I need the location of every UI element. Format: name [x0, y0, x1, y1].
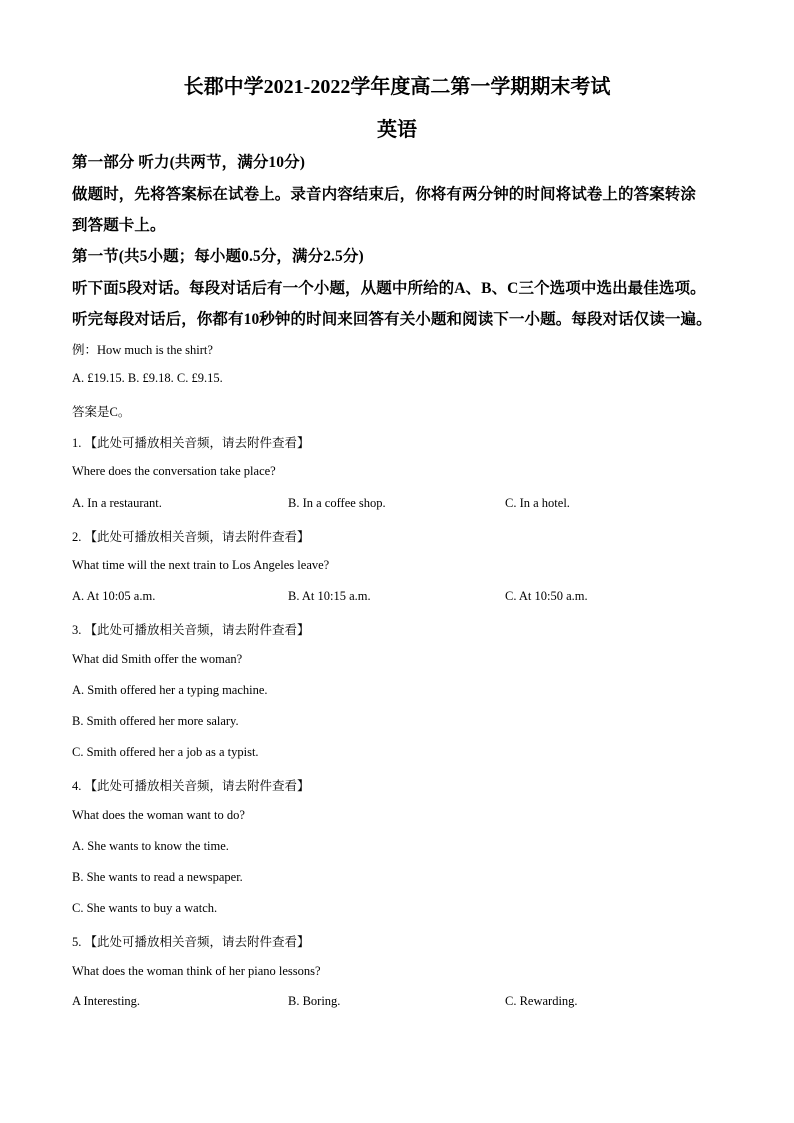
question-5-option-b: B. Boring. [288, 994, 341, 1008]
question-2-option-c: C. At 10:50 a.m. [505, 589, 588, 603]
section1-instruction-line1: 听下面5段对话。每段对话后有一个小题，从题中所给的A、B、C三个选项中选出最佳选项。 [72, 280, 706, 297]
question-4-text: What does the woman want to do? [72, 808, 245, 822]
part1-instruction-line2: 到答题卡上。 [72, 217, 166, 234]
question-3-option-a: A. Smith offered her a typing machine. [72, 683, 268, 697]
question-5-text: What does the woman think of her piano lessons? [72, 964, 321, 978]
part1-instruction-line1: 做题时，先将答案标在试卷上。录音内容结束后，你将有两分钟的时间将试卷上的答案转涂 [72, 186, 697, 203]
question-4-option-c: C. She wants to buy a watch. [72, 901, 218, 915]
question-4-option-b: B. She wants to read a newspaper. [72, 870, 243, 884]
subject-title: 英语 [377, 119, 417, 141]
question-1-audio-label: 1. 【此处可播放相关音频，请去附件查看】 [72, 436, 310, 450]
question-5-option-a: A Interesting. [72, 994, 141, 1008]
question-3-audio-label: 3. 【此处可播放相关音频，请去附件查看】 [72, 623, 310, 637]
question-2-option-a: A. At 10:05 a.m. [72, 589, 156, 603]
question-4-option-a: A. She wants to know the time. [72, 839, 229, 853]
question-2-option-b: B. At 10:15 a.m. [288, 589, 371, 603]
question-1-option-c: C. In a hotel. [505, 496, 570, 510]
question-5-option-c: C. Rewarding. [505, 994, 578, 1008]
part1-heading: 第一部分 听力(共两节，满分10分) [72, 154, 305, 171]
question-2-audio-label: 2. 【此处可播放相关音频，请去附件查看】 [72, 530, 310, 544]
example-question: 例：How much is the shirt? [72, 343, 213, 357]
question-3-option-b: B. Smith offered her more salary. [72, 714, 239, 728]
example-options: A. £19.15. B. £9.18. C. £9.15. [72, 371, 223, 385]
section1-instruction-line2: 听完每段对话后，你都有10秒钟的时间来回答有关小题和阅读下一小题。每段对话仅读一遍。 [72, 311, 712, 328]
question-1-option-a: A. In a restaurant. [72, 496, 162, 510]
section1-heading: 第一节(共5小题；每小题0.5分，满分2.5分) [72, 248, 364, 265]
question-3-option-c: C. Smith offered her a job as a typist. [72, 745, 259, 759]
question-3-text: What did Smith offer the woman? [72, 652, 243, 666]
question-1-text: Where does the conversation take place? [72, 464, 276, 478]
question-1-option-b: B. In a coffee shop. [288, 496, 386, 510]
example-answer: 答案是C。 [72, 405, 131, 419]
question-5-audio-label: 5. 【此处可播放相关音频，请去附件查看】 [72, 935, 310, 949]
exam-title: 长郡中学2021-2022学年度高二第一学期期末考试 [183, 76, 611, 98]
question-2-text: What time will the next train to Los Angeles leave? [72, 558, 330, 572]
question-4-audio-label: 4. 【此处可播放相关音频，请去附件查看】 [72, 779, 310, 793]
